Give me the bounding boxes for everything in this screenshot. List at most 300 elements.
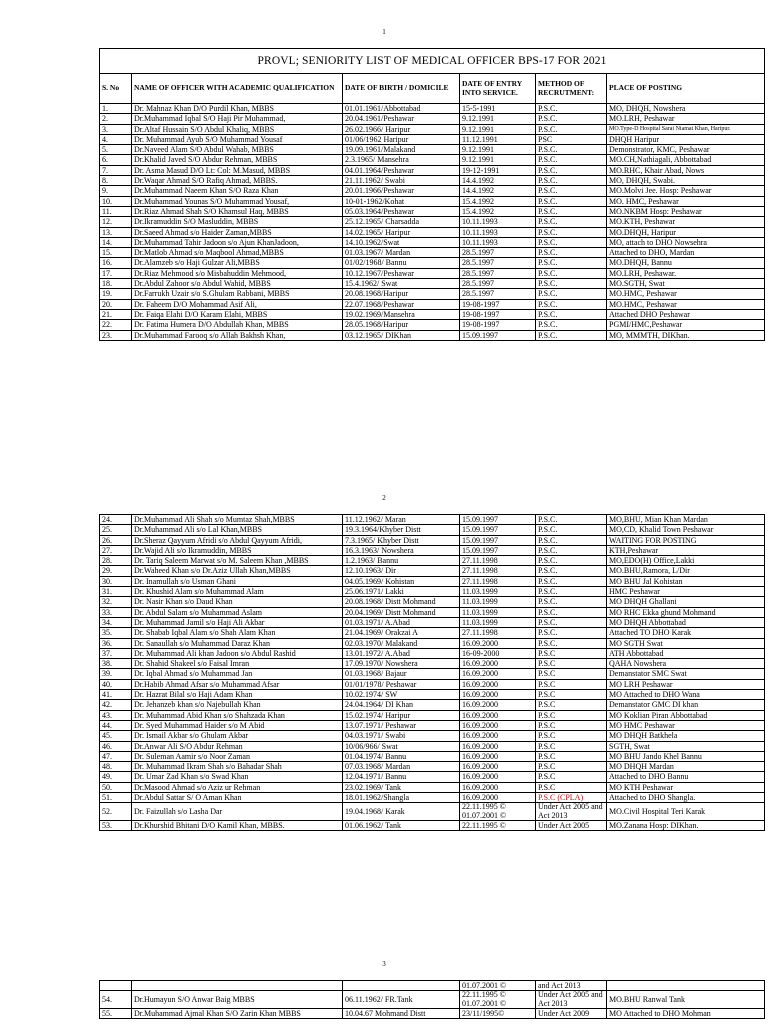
cell-method: P.S.C bbox=[536, 762, 607, 772]
cell-name: Dr.Anwar Ali S/O Abdur Rehman bbox=[132, 741, 343, 751]
cell-entry: 19-08-1997 bbox=[460, 299, 536, 309]
cell-name: Dr.Wajid Ali s/o Ikramuddin, MBBS bbox=[132, 545, 343, 555]
cell-sno: 1. bbox=[100, 104, 132, 114]
table-row bbox=[100, 566, 765, 576]
cell-entry: 16.09.2000 bbox=[460, 679, 536, 689]
cell-name: Dr. Asma Masud D/O Lt: Col: M.Masud, MBBS bbox=[132, 165, 343, 175]
cell-posting: MO.DHQH, Haripur bbox=[607, 227, 765, 237]
cell-method: P.S.C. bbox=[536, 248, 607, 258]
cell-dob: 03.12.1965/ DIKhan bbox=[343, 330, 460, 340]
table-row bbox=[100, 793, 765, 803]
cell-dob: 20.04.1961/Peshawar bbox=[343, 114, 460, 124]
cell-name: Dr. Muhammad Abid Khan s/o Shahzada Khan bbox=[132, 710, 343, 720]
cell-method: Under Act 2009 bbox=[536, 1009, 607, 1019]
cell-method: P.S.C. bbox=[536, 607, 607, 617]
cell-name: Dr. Umar Zad Khan s/o Swad Khan bbox=[132, 772, 343, 782]
cell-dob: 13.07.1971/ Peshawar bbox=[343, 720, 460, 730]
table-row bbox=[100, 279, 765, 289]
table-row bbox=[100, 638, 765, 648]
cell-method: P.S.C bbox=[536, 741, 607, 751]
cell-posting: Demanstator GMC DI khan bbox=[607, 700, 765, 710]
cell-name: Dr.Abdul Sattar S/ O Aman Khan bbox=[132, 793, 343, 803]
cell-dob: 25.12.1965/ Charsadda bbox=[343, 217, 460, 227]
cell-name: Dr. Faizullah s/o Lasha Dar bbox=[132, 803, 343, 821]
cell-name: Dr.Riaz Mehmood s/o Misbahuddin Mehmood, bbox=[132, 268, 343, 278]
cell-sno: 25. bbox=[100, 525, 132, 535]
cell-entry: 9.12.1991 bbox=[460, 145, 536, 155]
cell-entry: 9.12.1991 bbox=[460, 124, 536, 134]
cell-method: P.S.C bbox=[536, 690, 607, 700]
cell-sno: 50. bbox=[100, 782, 132, 792]
cell-posting: MO. HMC, Peshawar bbox=[607, 196, 765, 206]
cell-sno: 24. bbox=[100, 515, 132, 525]
cell-dob: 23.02.1969/ Tank bbox=[343, 782, 460, 792]
cell-name: Dr.Muhammad Ali Shah s/o Mumtaz Shah,MBBS bbox=[132, 515, 343, 525]
cell-sno: 49. bbox=[100, 772, 132, 782]
cell-name: Dr. Suleman Aamir s/o Noor Zaman bbox=[132, 751, 343, 761]
cell-sno: 48. bbox=[100, 762, 132, 772]
cell-dob: 10-01-1962/Kohat bbox=[343, 196, 460, 206]
cell-posting: MO.LRH, Peshawar bbox=[607, 114, 765, 124]
cell-method: P.S.C. bbox=[536, 258, 607, 268]
cell-name: Dr.Farrukh Uzair s/o S.Ghulam Rabbani, MBBS bbox=[132, 289, 343, 299]
cell-method: P.S.C. bbox=[536, 186, 607, 196]
cell-name: Dr. Shahid Shakeel s/o Faisal Imran bbox=[132, 659, 343, 669]
table-row bbox=[100, 617, 765, 627]
cell-dob: 15.02.1974/ Haripur bbox=[343, 710, 460, 720]
table-row bbox=[100, 669, 765, 679]
cell-name: Dr.Matlob Ahmad s/o Maqbool Ahmad,MBBS bbox=[132, 248, 343, 258]
table-row bbox=[100, 762, 765, 772]
cell-entry: 28.5.1997 bbox=[460, 279, 536, 289]
cell-entry: 9.12.1991 bbox=[460, 155, 536, 165]
cell-posting: MO SGTH Swat bbox=[607, 638, 765, 648]
cell-method: P.S.C. bbox=[536, 617, 607, 627]
cell-entry: 16.09.2000 bbox=[460, 690, 536, 700]
cell-sno: 34. bbox=[100, 617, 132, 627]
cell-posting: MO.RHC, Khair Abad, Nows bbox=[607, 165, 765, 175]
cell-posting: MO.HMC, Peshawar bbox=[607, 289, 765, 299]
cell-entry: 16.09.2000 bbox=[460, 762, 536, 772]
cell-posting bbox=[607, 981, 765, 991]
cell-method: P.S.C. bbox=[536, 206, 607, 216]
cell-sno: 35. bbox=[100, 628, 132, 638]
table-row bbox=[100, 981, 765, 991]
cell-dob: 17.09.1970/ Nowshera bbox=[343, 659, 460, 669]
cell-entry: 19-12-1991 bbox=[460, 165, 536, 175]
cell-name: Dr. Hazrat Bilal s/o Haji Adam Khan bbox=[132, 690, 343, 700]
cell-dob: 01.03.1968/ Bajaur bbox=[343, 669, 460, 679]
cell-posting: ATH Abbottabad bbox=[607, 648, 765, 658]
column-header-dob: DATE OF BIRTH / DOMICILE bbox=[343, 74, 460, 104]
cell-name: Dr.Muhammad Younas S/O Muhammad Yousaf, bbox=[132, 196, 343, 206]
cell-name: Dr.Ikramuddin S/O Masluddin, MBBS bbox=[132, 217, 343, 227]
table-row bbox=[100, 648, 765, 658]
cell-sno: 16. bbox=[100, 258, 132, 268]
cell-posting: MO.Molvi Jee. Hosp: Peshawar bbox=[607, 186, 765, 196]
cell-dob: 07.03.1968/ Mardan bbox=[343, 762, 460, 772]
cell-entry: 27.11.1998 bbox=[460, 556, 536, 566]
cell-method: P.S.C. bbox=[536, 217, 607, 227]
cell-entry: 9.12.1991 bbox=[460, 114, 536, 124]
cell-name: Dr. Iqbal Ahmad s/o Muhammad Jan bbox=[132, 669, 343, 679]
cell-entry: 15.09.1997 bbox=[460, 545, 536, 555]
cell-entry: 22.11.1995 © bbox=[460, 821, 536, 831]
seniority-table-page-2 bbox=[99, 514, 765, 831]
cell-method: P.S.C. bbox=[536, 515, 607, 525]
cell-entry: 16.09.2000 bbox=[460, 700, 536, 710]
table-row bbox=[100, 217, 765, 227]
cell-method: P.S.C (CPLA) bbox=[536, 793, 607, 803]
cell-method: PSC bbox=[536, 134, 607, 144]
cell-dob: 14.10.1962/Swat bbox=[343, 237, 460, 247]
table-row bbox=[100, 659, 765, 669]
table-row bbox=[100, 628, 765, 638]
cell-method: P.S.C. bbox=[536, 545, 607, 555]
table-row bbox=[100, 515, 765, 525]
table-row bbox=[100, 525, 765, 535]
cell-entry: 28.5.1997 bbox=[460, 268, 536, 278]
cell-sno: 54. bbox=[100, 991, 132, 1009]
cell-entry: 11.03.1999 bbox=[460, 607, 536, 617]
cell-sno: 30. bbox=[100, 576, 132, 586]
cell-posting: MO DHQH Abbottabad bbox=[607, 617, 765, 627]
cell-posting: MO, attach to DHO Nowsehra bbox=[607, 237, 765, 247]
table-row bbox=[100, 258, 765, 268]
table-row bbox=[100, 751, 765, 761]
cell-name: Dr.Khurshid Bhitani D/O Kamil Khan, MBBS. bbox=[132, 821, 343, 831]
cell-dob: 26.02.1966/ Haripur bbox=[343, 124, 460, 134]
cell-method: P.S.C. bbox=[536, 104, 607, 114]
cell-sno: 33. bbox=[100, 607, 132, 617]
cell-posting: MO, DHQH, Nowshera bbox=[607, 104, 765, 114]
cell-method: P.S.C. bbox=[536, 320, 607, 330]
cell-entry: 14.4.1992 bbox=[460, 176, 536, 186]
cell-name: Dr.Humayun S/O Anwar Baig MBBS bbox=[132, 991, 343, 1009]
cell-entry: 15.4.1992 bbox=[460, 206, 536, 216]
cell-name: Dr.Riaz Ahmad Shah S/O Khamsul Haq, MBBS bbox=[132, 206, 343, 216]
cell-posting: Attached DHO Peshawar bbox=[607, 309, 765, 319]
cell-dob: 20.01.1966/Peshawar bbox=[343, 186, 460, 196]
cell-dob: 19.02.1969/Mansehra bbox=[343, 309, 460, 319]
cell-method: P.S.C. bbox=[536, 556, 607, 566]
cell-entry: 16.09.2000 bbox=[460, 710, 536, 720]
cell-dob: 11.12.1962/ Maran bbox=[343, 515, 460, 525]
cell-method: P.S.C bbox=[536, 710, 607, 720]
table-row bbox=[100, 690, 765, 700]
cell-posting: MO Koklian Piran Abbottabad bbox=[607, 710, 765, 720]
cell-posting: MO.LRH, Peshawar. bbox=[607, 268, 765, 278]
cell-method: P.S.C bbox=[536, 751, 607, 761]
cell-dob: 04.01.1964/Peshawar bbox=[343, 165, 460, 175]
cell-method: P.S.C bbox=[536, 659, 607, 669]
cell-sno: 12. bbox=[100, 217, 132, 227]
cell-sno: 10. bbox=[100, 196, 132, 206]
table-row bbox=[100, 320, 765, 330]
cell-name: Dr.Saeed Ahmad s/o Haider Zaman,MBBS bbox=[132, 227, 343, 237]
cell-method: P.S.C. bbox=[536, 176, 607, 186]
column-header-posting: PLACE OF POSTING bbox=[607, 74, 765, 104]
cell-dob: 20.04.1969/ Distt Mohmand bbox=[343, 607, 460, 617]
cell-posting: MO RHC Ekka ghund Mohmand bbox=[607, 607, 765, 617]
cell-posting: MO Attached to DHO Wana bbox=[607, 690, 765, 700]
table-row bbox=[100, 206, 765, 216]
cell-posting: MO BHU Jando Khel Bannu bbox=[607, 751, 765, 761]
table-row bbox=[100, 731, 765, 741]
cell-name: Dr. Muhammad Ikram Shah s/o Bahadar Shah bbox=[132, 762, 343, 772]
cell-name: Dr. Abdul Salam s/o Muhammad Aslam bbox=[132, 607, 343, 617]
cell-posting: Attached to DHO Bannu bbox=[607, 772, 765, 782]
cell-dob: 19.09.1961/Malakand bbox=[343, 145, 460, 155]
cell-sno: 2. bbox=[100, 114, 132, 124]
cell-posting: WAITING FOR POSTING bbox=[607, 535, 765, 545]
cell-entry: 16.09.2000 bbox=[460, 669, 536, 679]
cell-method: Under Act 2005 and Act 2013 bbox=[536, 803, 607, 821]
cell-sno: 22. bbox=[100, 320, 132, 330]
table-row bbox=[100, 330, 765, 340]
table-row bbox=[100, 772, 765, 782]
cell-method: P.S.C. bbox=[536, 155, 607, 165]
cell-posting: QAHA Nowshera bbox=[607, 659, 765, 669]
cell-name: Dr.Muhammad Iqbal S/O Haji Pir Muhammad, bbox=[132, 114, 343, 124]
column-header-sno: S. No bbox=[100, 74, 132, 104]
cell-posting: Attached TO DHO Karak bbox=[607, 628, 765, 638]
cell-posting: SGTH, Swat bbox=[607, 741, 765, 751]
cell-entry: 16.09.2000 bbox=[460, 772, 536, 782]
cell-sno: 11. bbox=[100, 206, 132, 216]
cell-dob: 25.06.1971/ Lakki bbox=[343, 587, 460, 597]
table-row bbox=[100, 803, 765, 821]
cell-name: Dr.Abdul Zahoor s/o Abdul Wahid, MBBS bbox=[132, 279, 343, 289]
cell-name: Dr.Muhammad Ali s/o Lal Khan,MBBS bbox=[132, 525, 343, 535]
cell-posting: DHQH Haripur bbox=[607, 134, 765, 144]
cell-method: P.S.C. bbox=[536, 237, 607, 247]
cell-entry: 27.11.1998 bbox=[460, 576, 536, 586]
table-row bbox=[100, 124, 765, 134]
cell-sno: 31. bbox=[100, 587, 132, 597]
table-row bbox=[100, 114, 765, 124]
cell-sno bbox=[100, 981, 132, 991]
table-row bbox=[100, 248, 765, 258]
cell-dob: 05.03.1964/Peshawar bbox=[343, 206, 460, 216]
cell-method: P.S.C bbox=[536, 772, 607, 782]
cell-method: P.S.C. bbox=[536, 289, 607, 299]
column-header-name: NAME OF OFFICER WITH ACADEMIC QUALIFICATION bbox=[132, 74, 343, 104]
page-title: PROVL; SENIORITY LIST OF MEDICAL OFFICER BPS-17 FOR 2021 bbox=[100, 49, 765, 74]
cell-method: P.S.C bbox=[536, 669, 607, 679]
cell-sno: 17. bbox=[100, 268, 132, 278]
cell-entry: 22.11.1995 © 01.07.2001 © bbox=[460, 803, 536, 821]
cell-entry: 19-08-1997 bbox=[460, 320, 536, 330]
cell-sno: 26. bbox=[100, 535, 132, 545]
cell-dob: 02.03.1970/ Malakand bbox=[343, 638, 460, 648]
cell-sno: 37. bbox=[100, 648, 132, 658]
cell-dob: 01.04.1974/ Bannu bbox=[343, 751, 460, 761]
cell-method: P.S.C. bbox=[536, 299, 607, 309]
cell-posting: MO, MMMTH, DIKhan. bbox=[607, 330, 765, 340]
cell-posting: MO.NKBM Hosp: Peshawar bbox=[607, 206, 765, 216]
cell-method: P.S.C. bbox=[536, 587, 607, 597]
cell-sno: 14. bbox=[100, 237, 132, 247]
table-row bbox=[100, 782, 765, 792]
cell-entry: 15.09.1997 bbox=[460, 330, 536, 340]
cell-dob: 10.02.1974/ SW bbox=[343, 690, 460, 700]
cell-posting: MO.HMC, Peshawar bbox=[607, 299, 765, 309]
cell-method: Under Act 2005 bbox=[536, 821, 607, 831]
cell-dob: 19.3.1964/Khyber Distt bbox=[343, 525, 460, 535]
cell-sno: 44. bbox=[100, 720, 132, 730]
cell-method: P.S.C bbox=[536, 731, 607, 741]
table-row bbox=[100, 176, 765, 186]
table-row bbox=[100, 576, 765, 586]
cell-posting: MO BHU Jal Kohistan bbox=[607, 576, 765, 586]
cell-sno: 3. bbox=[100, 124, 132, 134]
table-row bbox=[100, 186, 765, 196]
cell-method: P.S.C. bbox=[536, 279, 607, 289]
cell-posting: Attached to DHO Shangla. bbox=[607, 793, 765, 803]
table-row bbox=[100, 991, 765, 1009]
cell-sno: 32. bbox=[100, 597, 132, 607]
cell-posting: MO.Type-D Hospital Sarai Niamat Khan, Haripur. bbox=[607, 124, 765, 134]
cell-name: Dr. Muhammad Jamil s/o Haji Ali Akbar bbox=[132, 617, 343, 627]
cell-method: P.S.C bbox=[536, 720, 607, 730]
cell-entry: 16.09.2000 bbox=[460, 782, 536, 792]
cell-dob: 01/06/1962 Haripur bbox=[343, 134, 460, 144]
page-number: 1 bbox=[382, 28, 386, 36]
table-row bbox=[100, 165, 765, 175]
cell-dob: 19.04.1968/ Karak bbox=[343, 803, 460, 821]
cell-posting: MO.Civil Hospital Teri Karak bbox=[607, 803, 765, 821]
cell-name: Dr. Fatima Humera D/O Abdullah Khan, MBBS bbox=[132, 320, 343, 330]
cell-name bbox=[132, 981, 343, 991]
cell-dob: 12.04.1971/ Bannu bbox=[343, 772, 460, 782]
cell-dob: 04.03.1971/ Swabi bbox=[343, 731, 460, 741]
cell-dob: 01/01/1978/ Peshawar bbox=[343, 679, 460, 689]
cell-sno: 4. bbox=[100, 134, 132, 144]
cell-dob: 13.01.1972/ A.Abad bbox=[343, 648, 460, 658]
table-row bbox=[100, 104, 765, 114]
cell-dob: 01.03.1971/ A.Abad bbox=[343, 617, 460, 627]
cell-posting: MO,CD, Khalid Town Peshawar bbox=[607, 525, 765, 535]
cell-name: Dr.Muhammad Naeem Khan S/O Raza Khan bbox=[132, 186, 343, 196]
cell-method: Under Act 2005 and Act 2013 bbox=[536, 991, 607, 1009]
table-row bbox=[100, 309, 765, 319]
cell-entry: 10.11.1993 bbox=[460, 237, 536, 247]
cell-method: P.S.C. bbox=[536, 330, 607, 340]
cell-dob: 12.10.1963/ Dir bbox=[343, 566, 460, 576]
cell-entry: 16.09.2000 bbox=[460, 638, 536, 648]
cell-sno: 39. bbox=[100, 669, 132, 679]
cell-sno: 27. bbox=[100, 545, 132, 555]
table-row bbox=[100, 299, 765, 309]
cell-dob: 20.08.1968/Haripur bbox=[343, 289, 460, 299]
cell-entry: 19-08-1997 bbox=[460, 309, 536, 319]
table-row bbox=[100, 821, 765, 831]
cell-sno: 7. bbox=[100, 165, 132, 175]
cell-posting: MO DHQH Mardan bbox=[607, 762, 765, 772]
cell-sno: 20. bbox=[100, 299, 132, 309]
cell-sno: 28. bbox=[100, 556, 132, 566]
cell-posting: MO.SGTH, Swat bbox=[607, 279, 765, 289]
cell-name: Dr. Muhammad Ayub S/O Muhammad Yousaf bbox=[132, 134, 343, 144]
cell-dob: 1.2.1963/ Bannu bbox=[343, 556, 460, 566]
table-row bbox=[100, 289, 765, 299]
cell-name: Dr. Jehanzeb khan s/o Najebullah Khan bbox=[132, 700, 343, 710]
cell-dob: 10.04.67 Mohmand Distt bbox=[343, 1009, 460, 1019]
cell-entry: 22.11.1995 © 01.07.2001 © bbox=[460, 991, 536, 1009]
cell-posting: MO, DHQH, Swabi. bbox=[607, 176, 765, 186]
table-row bbox=[100, 607, 765, 617]
cell-name: Dr. Inamullah s/o Usman Ghani bbox=[132, 576, 343, 586]
cell-dob: 18.01.1962/Shangla bbox=[343, 793, 460, 803]
cell-entry: 15.4.1992 bbox=[460, 196, 536, 206]
table-row bbox=[100, 145, 765, 155]
cell-method: P.S.C. bbox=[536, 525, 607, 535]
cell-posting: Demanstator SMC Swat bbox=[607, 669, 765, 679]
cell-dob: 21.11.1962/ Swabi bbox=[343, 176, 460, 186]
cell-sno: 5. bbox=[100, 145, 132, 155]
table-row bbox=[100, 227, 765, 237]
cell-dob: 10.12.1967/Peshawar bbox=[343, 268, 460, 278]
table-row bbox=[100, 237, 765, 247]
cell-sno: 55. bbox=[100, 1009, 132, 1019]
cell-sno: 36. bbox=[100, 638, 132, 648]
table-row bbox=[100, 268, 765, 278]
cell-dob: 16.3.1963/ Nowshera bbox=[343, 545, 460, 555]
table-row bbox=[100, 597, 765, 607]
cell-dob: 10/06/966/ Swat bbox=[343, 741, 460, 751]
cell-dob: 28.05.1968/Haripur bbox=[343, 320, 460, 330]
cell-entry: 16.09.2000 bbox=[460, 793, 536, 803]
cell-entry: 10.11.1993 bbox=[460, 217, 536, 227]
cell-sno: 9. bbox=[100, 186, 132, 196]
cell-name: Dr. Mahnaz Khan D/O Purdil Khan, MBBS bbox=[132, 104, 343, 114]
cell-dob bbox=[343, 981, 460, 991]
seniority-table-page-3 bbox=[99, 980, 765, 1019]
cell-posting: MO.KTH, Peshawar bbox=[607, 217, 765, 227]
cell-method: and Act 2013 bbox=[536, 981, 607, 991]
cell-entry: 15.09.1997 bbox=[460, 525, 536, 535]
cell-dob: 24.04.1964/ DI Khan bbox=[343, 700, 460, 710]
cell-posting: MO.CH,Nathiagali, Abbottabad bbox=[607, 155, 765, 165]
cell-name: Dr. Faheem D/O Mohammad Asif Ali, bbox=[132, 299, 343, 309]
column-header-method: METHOD OF RECRUTMENT: bbox=[536, 74, 607, 104]
cell-entry: 10.11.1993 bbox=[460, 227, 536, 237]
table-row bbox=[100, 679, 765, 689]
cell-name: Dr. Nasir Khan s/o Daud Khan bbox=[132, 597, 343, 607]
cell-dob: 14.02.1965/ Haripur bbox=[343, 227, 460, 237]
cell-name: Dr.Habib Ahmad Afsar s/o Muhammad Afsar bbox=[132, 679, 343, 689]
cell-posting: MO LRH Peshawar bbox=[607, 679, 765, 689]
cell-method: P.S.C. bbox=[536, 227, 607, 237]
cell-posting: PGMI/HMC,Peshawar bbox=[607, 320, 765, 330]
cell-sno: 15. bbox=[100, 248, 132, 258]
cell-entry: 15-5-1991 bbox=[460, 104, 536, 114]
cell-entry: 16.09.2000 bbox=[460, 731, 536, 741]
cell-posting: MO Attached to DHO Mohman bbox=[607, 1009, 765, 1019]
cell-entry: 15.09.1997 bbox=[460, 515, 536, 525]
cell-name: Dr.Sheraz Qayyum Afridi s/o Abdul Qayyum Afridi, bbox=[132, 535, 343, 545]
cell-sno: 42. bbox=[100, 700, 132, 710]
cell-name: Dr.Muhammad Tahir Jadoon s/o Ajun KhanJadoon, bbox=[132, 237, 343, 247]
cell-entry: 15.09.1997 bbox=[460, 535, 536, 545]
cell-name: Dr.Muhammad Ajmal Khan S/O Zarin Khan MBBS bbox=[132, 1009, 343, 1019]
cell-dob: 01.03.1967/ Mardan bbox=[343, 248, 460, 258]
cell-method: P.S.C. bbox=[536, 114, 607, 124]
table-row bbox=[100, 710, 765, 720]
cell-name: Dr.Muhammad Farooq s/o Allah Bakhsh Khan, bbox=[132, 330, 343, 340]
cell-sno: 23. bbox=[100, 330, 132, 340]
